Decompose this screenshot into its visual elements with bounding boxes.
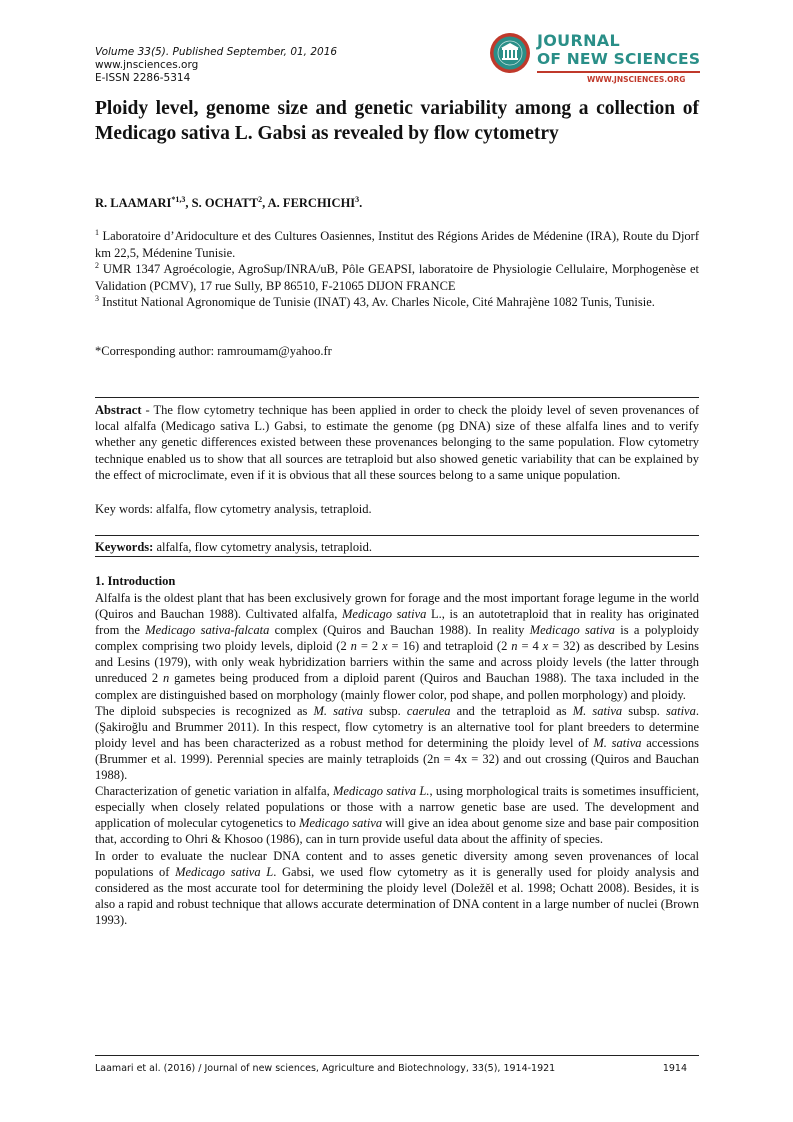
header-meta — [95, 46, 337, 85]
journal-logo — [489, 30, 704, 88]
website-line[interactable]: www.jnsciences.org — [95, 59, 199, 71]
footer-citation: Laamari et al. (2016) / Journal of new sciences, Agriculture and Biotechnology, 33(5), 1914-1921 — [95, 1063, 556, 1074]
logo-line-1: JOURNAL — [537, 31, 620, 50]
text-run: subsp. — [363, 703, 407, 718]
abstract-top-rule — [95, 397, 699, 398]
abstract-text: - The flow cytometry technique has been applied in order to check the ploidy level of seven provenances of local alfalfa (Medicago sativa L.) Gabsi, to estimate the genome (pg DNA) size of these alfalfa lines and to verify whether any genetic differences existed between these provenances belonging to the same population. Flow cytometry technique enabled us to show that all sources are tetraploid but also showed genetic variability that can be explained by the effect of microclimate, even if it is obvious that all these sources belong to a same unique population. — [95, 403, 699, 482]
affiliation-2 — [95, 258, 699, 294]
volume-line: Volume 33(5). Published September, 01, 2016 — [95, 46, 338, 58]
italic-term: n — [163, 671, 170, 686]
section-heading-introduction: 1. Introduction — [95, 574, 176, 588]
text-run: Characterization of genetic variation in alfalfa, — [95, 784, 334, 799]
text-run: L., is an autotetraploid that in reality has originated from the — [95, 607, 700, 638]
keywords-label: Keywords: — [95, 540, 154, 554]
text-run: In order to evaluate the nuclear DNA content and to asses genetic diversity among seven provenances of local populations of — [95, 848, 699, 879]
author-3-affil: 3 — [355, 195, 360, 204]
text-run: , using morphological traits is sometimes insufficient, especially when closely related populations or those with a narrow genetic base are used. The development and application of molecular cytogenetics to — [95, 784, 699, 831]
logo-divider — [537, 71, 700, 73]
italic-term: caerulea — [406, 703, 451, 718]
text-run: = 2 — [356, 639, 383, 654]
author-1-affil: *1,3 — [171, 195, 186, 204]
text-run: Alfalfa is the oldest plant that has been exclusively grown for forage and the most important forage legume in the world (Quiros and Bauchan 1988). Cultivated alfalfa, — [95, 591, 699, 622]
italic-term: M. sativa — [593, 735, 642, 750]
affiliation-text: UMR 1347 Agroécologie, AgroSup/INRA/uB, Pôle GEAPSI, laboratoire de Physiologie Cellulaire, Morphogenèse et Validation (PCMV), 17 rue Sully, BP 86510, F-21065 DIJON FRANCE — [95, 262, 700, 293]
keywords-bottom-rule — [95, 556, 699, 557]
affiliation-1 — [95, 225, 699, 261]
author-list — [95, 195, 362, 211]
text-run: . (Şakiroğlu and Brummer 2011). In this respect, flow cytometry is an alternative tool for plant breeders to determine ploidy level and has been characterized as a robust method for determining the ploidy level of — [95, 703, 699, 750]
italic-term: Medicago sativa — [529, 623, 615, 638]
text-run: = 16) and tetraploid (2 — [387, 639, 512, 654]
paper-title: Ploidy level, genome size and genetic variability among a collection of Medicago sativa L. Gabsi as revealed by flow cytometry — [95, 98, 699, 144]
italic-term: Medicago sativa — [341, 607, 427, 622]
author-3: , A. FERCHICHI — [262, 196, 356, 211]
italic-term: M. sativa — [313, 703, 363, 718]
author-list-end: . — [359, 196, 363, 211]
text-run: accessions (Brummer et al. 1999). Perennial species are mainly tetraploids (2n = 4x = 32) and out crossing (Quiros and Bauchan 1988). — [95, 735, 699, 783]
text-run: = 4 — [517, 639, 543, 654]
italic-term: n — [350, 639, 357, 654]
footer-rule — [95, 1055, 699, 1056]
italic-term: sativa — [666, 703, 696, 718]
text-run: subsp. — [622, 703, 666, 718]
text-run: The diploid subspecies is recognized as — [95, 703, 314, 718]
page-number: 1914 — [662, 1063, 687, 1074]
intro-paragraph-3 — [95, 783, 699, 847]
keywords-top-rule — [95, 535, 699, 536]
affiliation-text: Institut National Agronomique de Tunisie (INAT) 43, Av. Charles Nicole, Cité Mahrajène 1082 Tunis, Tunisie. — [102, 295, 655, 310]
intro-paragraph-2 — [95, 703, 699, 783]
italic-term: n — [511, 639, 518, 654]
introduction-body — [95, 590, 699, 928]
author-2: , S. OCHATT — [185, 196, 259, 211]
italic-term: Medicago sativa-falcata — [145, 623, 270, 638]
text-run: gametes being produced from a diploid parent (Quiros and Bauchan 1988). The taxa included in the complex are distinguished based on morphology (mainly flower color, pod shape, and pollen morphology) and ploidy. — [95, 671, 699, 702]
abstract-label: Abstract — [95, 403, 142, 417]
italic-term: x — [542, 639, 549, 654]
abstract — [95, 402, 699, 483]
affiliation-number: 2 — [95, 261, 99, 270]
text-run: . Gabsi, we used flow cytometry as it is generally used for ploidy analysis and considered as the most accurate tool for determining the ploidy level (Doležěl et al. 1998; Ochatt 2008). Besides, it is also a rapid and robust technique that allows accurate determination of DNA content in a large number of nuclei (Brown 1993). — [95, 864, 699, 927]
italic-term: x — [382, 639, 388, 654]
affiliation-3 — [95, 291, 699, 311]
author-2-affil: 2 — [258, 195, 263, 204]
keywords-text: alfalfa, flow cytometry analysis, tetraploid. — [153, 540, 373, 554]
issn-line: E-ISSN 2286-5314 — [95, 72, 191, 84]
journal-seal-icon — [489, 32, 531, 74]
italic-term: M. sativa — [572, 703, 623, 718]
italic-term: Medicago sativa — [299, 816, 383, 831]
logo-line-2: OF NEW SCIENCES — [537, 50, 701, 68]
author-1: R. LAAMARI — [95, 196, 172, 211]
corresponding-author: *Corresponding author: ramroumam@yahoo.fr — [95, 344, 332, 358]
italic-term: Medicago sativa L — [175, 864, 274, 879]
affiliation-text: Laboratoire d’Aridoculture et des Cultures Oasiennes, Institut des Régions Arides de Médenine (IRA), Route du Djorf km 22,5, Médenine Tunisie. — [95, 229, 699, 260]
text-run: complex (Quiros and Bauchan 1988). In reality — [269, 623, 530, 638]
logo-url[interactable]: WWW.JNSCIENCES.ORG — [587, 75, 686, 84]
text-run: = 32) as described by Lesins and Lesins (1979), with only weak hybridization barriers within the same and across ploidy levels (the latter through unreduced 2 — [95, 639, 699, 686]
abstract-keywords: Key words: alfalfa, flow cytometry analysis, tetraploid. — [95, 502, 372, 516]
affiliation-number: 1 — [95, 228, 99, 237]
keywords — [95, 540, 372, 555]
text-run: is a polyploidy complex comprising two ploidy levels, diploid (2 — [95, 623, 699, 654]
text-run: will give an idea about genome size and base pair composition that, according to Ohri & Khosoo (1986), can in turn provide useful data about the affinity of species. — [95, 816, 700, 847]
intro-paragraph-4 — [95, 848, 699, 928]
affiliation-number: 3 — [95, 294, 99, 303]
text-run: and the tetraploid as — [450, 703, 573, 718]
italic-term: Medicago sativa L. — [333, 784, 430, 799]
intro-paragraph-1 — [95, 590, 699, 703]
